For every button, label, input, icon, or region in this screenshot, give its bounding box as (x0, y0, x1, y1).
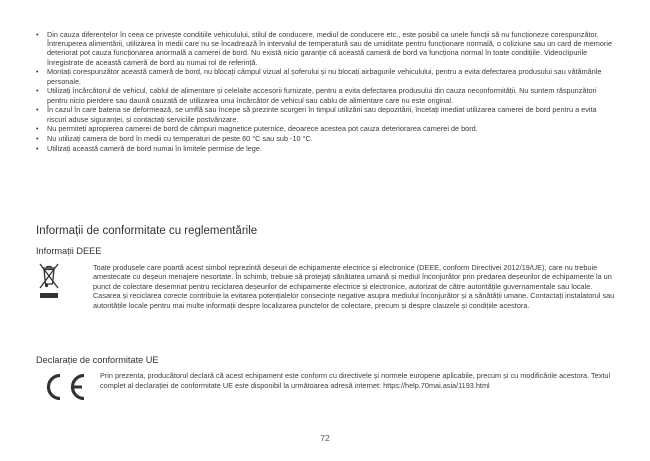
list-item: • Montați corespunzător această cameră de bord, nu blocați câmpul vizual al șoferului și nu blocați airbagurile vehiculului, pentru a evita defectarea produsului sau vătămările personale. (36, 67, 616, 85)
list-item: • Utilizați încărcătorul de vehicul, cablul de alimentare și celelalte accesorii furnizate, pentru a evita defectarea produsului din cauza neconformității. Nu suntem răspunzători pentru nicio pierdere sau daună cauzată de utilizarea unui încărcător de vehicul sau cablu de alimentare care nu este original. (36, 86, 616, 104)
page-number: 72 (320, 433, 330, 443)
list-item: • Utilizați această cameră de bord numai în limitele permise de lege. (36, 144, 616, 153)
weee-text: Toate produsele care poartă acest simbol reprezintă deșeuri de echipamente electrice și electronice (DEEE, conform Directivei 2012/19/UE), care nu trebuie amestecate cu deșeuri menajere nesortate. În schimb, trebuie să protejați sănătatea umană și mediul înconjurător prin predarea deșeurilor de echipamente la un punct de colectare desemnat pentru reciclarea deșeurilor de echipamente electrice și electronice, autorizat de către autoritățile guvernamentale sau locale. Casarea și reciclarea corecte contribuie la evitarea potențialelor consecințe negative asupra mediului înconjurător și a sănătății umane. Contactați instalatorul sau autoritățile locale pentru mai multe informații despre localizarea punctelor de colectare, precum și despre clauzele și condițiile acestora. (93, 263, 615, 310)
list-item: • Nu permiteți apropierea camerei de bord de câmpuri magnetice puternice, deoarece acestea pot cauza deteriorarea camerei de bord. (36, 124, 616, 133)
weee-heading: Informații DEEE (36, 246, 102, 256)
eu-declaration-heading: Declarație de conformitate UE (36, 355, 159, 365)
weee-paragraph (36, 263, 616, 310)
list-item: • În cazul în care bateria se deformează, se umflă sau începe să prezinte scurgeri în timpul utilizării sau depozitării, încetați imediat utilizarea camerei de bord pentru a evita riscuri aduse siguranței, și contactați serviciile postvânzare. (36, 105, 616, 123)
safety-bullet-list (36, 30, 616, 154)
section-title: Informații de conformitate cu reglementările (36, 225, 258, 237)
ce-mark-icon (38, 372, 88, 402)
list-item: • Din cauza diferențelor în ceea ce privește condițiile vehiculului, stilul de conducere, mediul de conducere etc., este posibil ca unele funcții să nu funcționeze corespunzător. Întreruperea alimentării, utilizarea în medii care nu se încadrează în intervalul de temperatură sau de umiditate pentru funcționare normală, o coliziune sau un card de memorie deteriorat pot cauza funcționarea anormală a camerei de bord. Nu există nicio garanție că această cameră de bord va funcționa normal în toate condițiile. Videoclipurile înregistrate de această cameră de bord au numai rol de referință. (36, 30, 616, 67)
list-item: • Nu utilizați camera de bord în medii cu temperaturi de peste 60 °C sau sub -10 °C. (36, 134, 616, 143)
eu-declaration-text: Prin prezenta, producătorul declară că acest echipament este conform cu directivele și normele europene aplicabile, precum și cu modificările acestora. Textul complet al declarației de conformitate UE este disponibil la următoarea adresă internet: https://help.70mai.asia/1193.html (100, 371, 611, 390)
